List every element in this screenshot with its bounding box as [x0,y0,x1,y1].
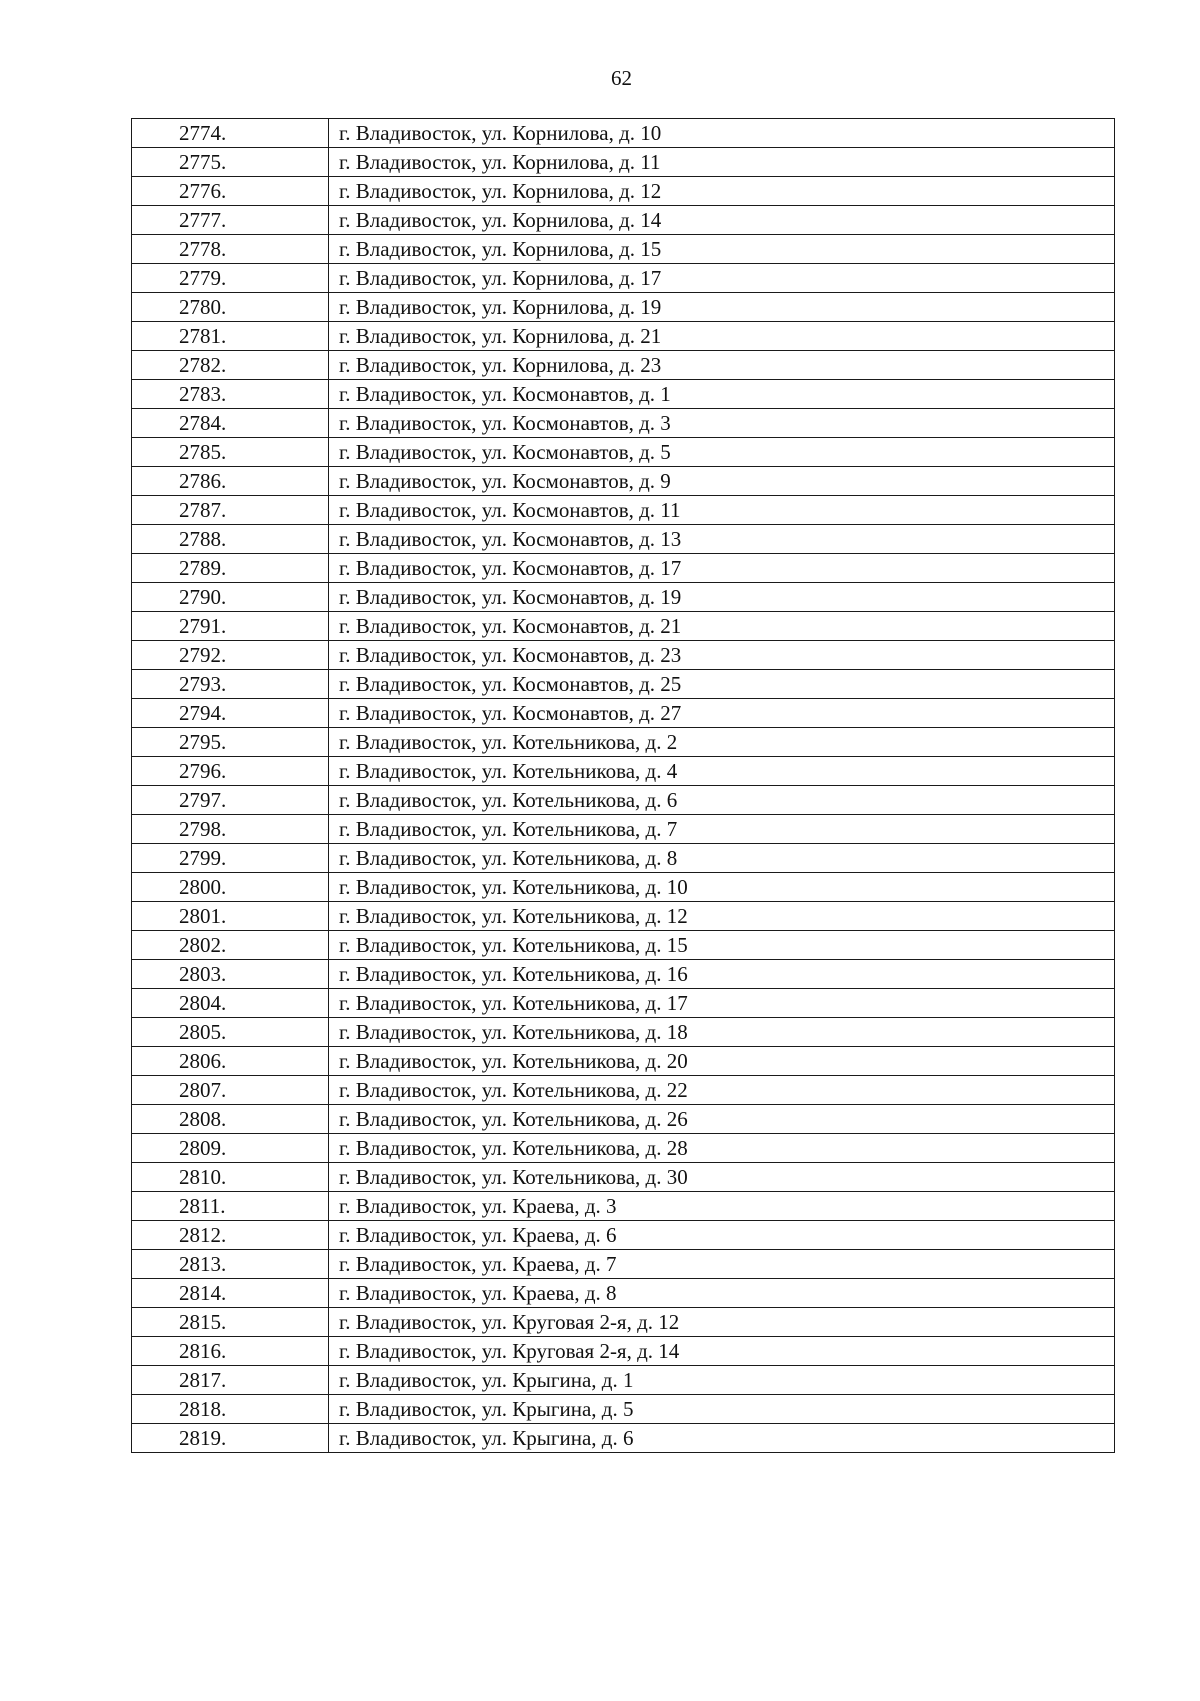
row-address: г. Владивосток, ул. Котельникова, д. 4 [329,757,1115,786]
row-address: г. Владивосток, ул. Корнилова, д. 21 [329,322,1115,351]
table-row [132,641,1115,670]
row-number: 2806. [132,1047,329,1076]
row-number: 2802. [132,931,329,960]
row-number: 2776. [132,177,329,206]
row-address: г. Владивосток, ул. Корнилова, д. 15 [329,235,1115,264]
row-address: г. Владивосток, ул. Котельникова, д. 20 [329,1047,1115,1076]
row-number: 2795. [132,728,329,757]
row-number: 2801. [132,902,329,931]
table-row [132,206,1115,235]
table-row [132,1105,1115,1134]
row-address: г. Владивосток, ул. Космонавтов, д. 13 [329,525,1115,554]
row-number: 2809. [132,1134,329,1163]
table-row [132,438,1115,467]
row-number: 2819. [132,1424,329,1453]
row-number: 2804. [132,989,329,1018]
table-row [132,554,1115,583]
row-address: г. Владивосток, ул. Краева, д. 6 [329,1221,1115,1250]
row-address: г. Владивосток, ул. Корнилова, д. 12 [329,177,1115,206]
table-row [132,525,1115,554]
row-address: г. Владивосток, ул. Котельникова, д. 10 [329,873,1115,902]
table-row [132,612,1115,641]
row-number: 2797. [132,786,329,815]
row-address: г. Владивосток, ул. Корнилова, д. 11 [329,148,1115,177]
row-number: 2790. [132,583,329,612]
row-address: г. Владивосток, ул. Крыгина, д. 6 [329,1424,1115,1453]
table-row [132,670,1115,699]
table-row [132,815,1115,844]
row-address: г. Владивосток, ул. Котельникова, д. 8 [329,844,1115,873]
row-address: г. Владивосток, ул. Корнилова, д. 14 [329,206,1115,235]
row-number: 2805. [132,1018,329,1047]
row-number: 2791. [132,612,329,641]
row-address: г. Владивосток, ул. Котельникова, д. 15 [329,931,1115,960]
table-row [132,1018,1115,1047]
row-number: 2803. [132,960,329,989]
table-row [132,699,1115,728]
table-row [132,293,1115,322]
row-number: 2808. [132,1105,329,1134]
table-row [132,960,1115,989]
row-address: г. Владивосток, ул. Космонавтов, д. 1 [329,380,1115,409]
table-row [132,844,1115,873]
table-row [132,235,1115,264]
row-number: 2785. [132,438,329,467]
row-address: г. Владивосток, ул. Космонавтов, д. 21 [329,612,1115,641]
row-number: 2817. [132,1366,329,1395]
row-number: 2782. [132,351,329,380]
row-address: г. Владивосток, ул. Космонавтов, д. 11 [329,496,1115,525]
table-row [132,1047,1115,1076]
table-row [132,1279,1115,1308]
row-number: 2786. [132,467,329,496]
row-address: г. Владивосток, ул. Котельникова, д. 22 [329,1076,1115,1105]
table-row [132,380,1115,409]
table-row [132,989,1115,1018]
row-address: г. Владивосток, ул. Котельникова, д. 28 [329,1134,1115,1163]
table-row [132,931,1115,960]
table-row [132,1366,1115,1395]
row-address: г. Владивосток, ул. Космонавтов, д. 25 [329,670,1115,699]
row-address: г. Владивосток, ул. Крыгина, д. 5 [329,1395,1115,1424]
row-number: 2789. [132,554,329,583]
row-number: 2793. [132,670,329,699]
row-number: 2798. [132,815,329,844]
table-row [132,1221,1115,1250]
table-row [132,1192,1115,1221]
row-address: г. Владивосток, ул. Краева, д. 8 [329,1279,1115,1308]
row-number: 2781. [132,322,329,351]
table-row [132,1134,1115,1163]
row-address: г. Владивосток, ул. Круговая 2-я, д. 12 [329,1308,1115,1337]
row-address: г. Владивосток, ул. Корнилова, д. 17 [329,264,1115,293]
row-number: 2812. [132,1221,329,1250]
table-row [132,1395,1115,1424]
row-address: г. Владивосток, ул. Космонавтов, д. 27 [329,699,1115,728]
table-row [132,1163,1115,1192]
row-number: 2779. [132,264,329,293]
table-row [132,1337,1115,1366]
row-number: 2787. [132,496,329,525]
row-number: 2794. [132,699,329,728]
row-number: 2814. [132,1279,329,1308]
row-address: г. Владивосток, ул. Корнилова, д. 19 [329,293,1115,322]
row-address: г. Владивосток, ул. Котельникова, д. 17 [329,989,1115,1018]
table-row [132,1250,1115,1279]
table-row [132,496,1115,525]
row-address: г. Владивосток, ул. Краева, д. 7 [329,1250,1115,1279]
table-row [132,148,1115,177]
table-row [132,902,1115,931]
row-number: 2788. [132,525,329,554]
row-number: 2775. [132,148,329,177]
row-address: г. Владивосток, ул. Котельникова, д. 30 [329,1163,1115,1192]
row-number: 2792. [132,641,329,670]
table-row [132,1076,1115,1105]
row-number: 2783. [132,380,329,409]
row-address: г. Владивосток, ул. Космонавтов, д. 9 [329,467,1115,496]
row-address: г. Владивосток, ул. Котельникова, д. 16 [329,960,1115,989]
table-row [132,786,1115,815]
row-number: 2778. [132,235,329,264]
row-number: 2811. [132,1192,329,1221]
table-row [132,728,1115,757]
row-address: г. Владивосток, ул. Космонавтов, д. 3 [329,409,1115,438]
table-row [132,264,1115,293]
row-address: г. Владивосток, ул. Краева, д. 3 [329,1192,1115,1221]
row-address: г. Владивосток, ул. Космонавтов, д. 5 [329,438,1115,467]
table-row [132,119,1115,148]
row-address: г. Владивосток, ул. Космонавтов, д. 23 [329,641,1115,670]
row-number: 2777. [132,206,329,235]
row-number: 2774. [132,119,329,148]
table-row [132,583,1115,612]
row-number: 2796. [132,757,329,786]
row-address: г. Владивосток, ул. Котельникова, д. 7 [329,815,1115,844]
row-number: 2813. [132,1250,329,1279]
row-number: 2818. [132,1395,329,1424]
row-address: г. Владивосток, ул. Космонавтов, д. 17 [329,554,1115,583]
table-row [132,467,1115,496]
row-address: г. Владивосток, ул. Крыгина, д. 1 [329,1366,1115,1395]
table-row [132,873,1115,902]
table-row [132,1308,1115,1337]
page-number: 62 [611,66,632,90]
row-address: г. Владивосток, ул. Круговая 2-я, д. 14 [329,1337,1115,1366]
address-table [131,118,1115,1453]
table-row [132,757,1115,786]
row-address: г. Владивосток, ул. Котельникова, д. 6 [329,786,1115,815]
table-row [132,1424,1115,1453]
table-row [132,322,1115,351]
table-row [132,409,1115,438]
row-address: г. Владивосток, ул. Котельникова, д. 26 [329,1105,1115,1134]
row-number: 2780. [132,293,329,322]
row-address: г. Владивосток, ул. Котельникова, д. 2 [329,728,1115,757]
row-address: г. Владивосток, ул. Корнилова, д. 10 [329,119,1115,148]
row-number: 2799. [132,844,329,873]
table-row [132,351,1115,380]
row-number: 2784. [132,409,329,438]
table-row [132,177,1115,206]
row-address: г. Владивосток, ул. Котельникова, д. 12 [329,902,1115,931]
row-number: 2816. [132,1337,329,1366]
row-number: 2807. [132,1076,329,1105]
row-number: 2800. [132,873,329,902]
row-address: г. Владивосток, ул. Котельникова, д. 18 [329,1018,1115,1047]
row-number: 2815. [132,1308,329,1337]
row-number: 2810. [132,1163,329,1192]
address-table-body [132,119,1115,1453]
row-address: г. Владивосток, ул. Корнилова, д. 23 [329,351,1115,380]
row-address: г. Владивосток, ул. Космонавтов, д. 19 [329,583,1115,612]
